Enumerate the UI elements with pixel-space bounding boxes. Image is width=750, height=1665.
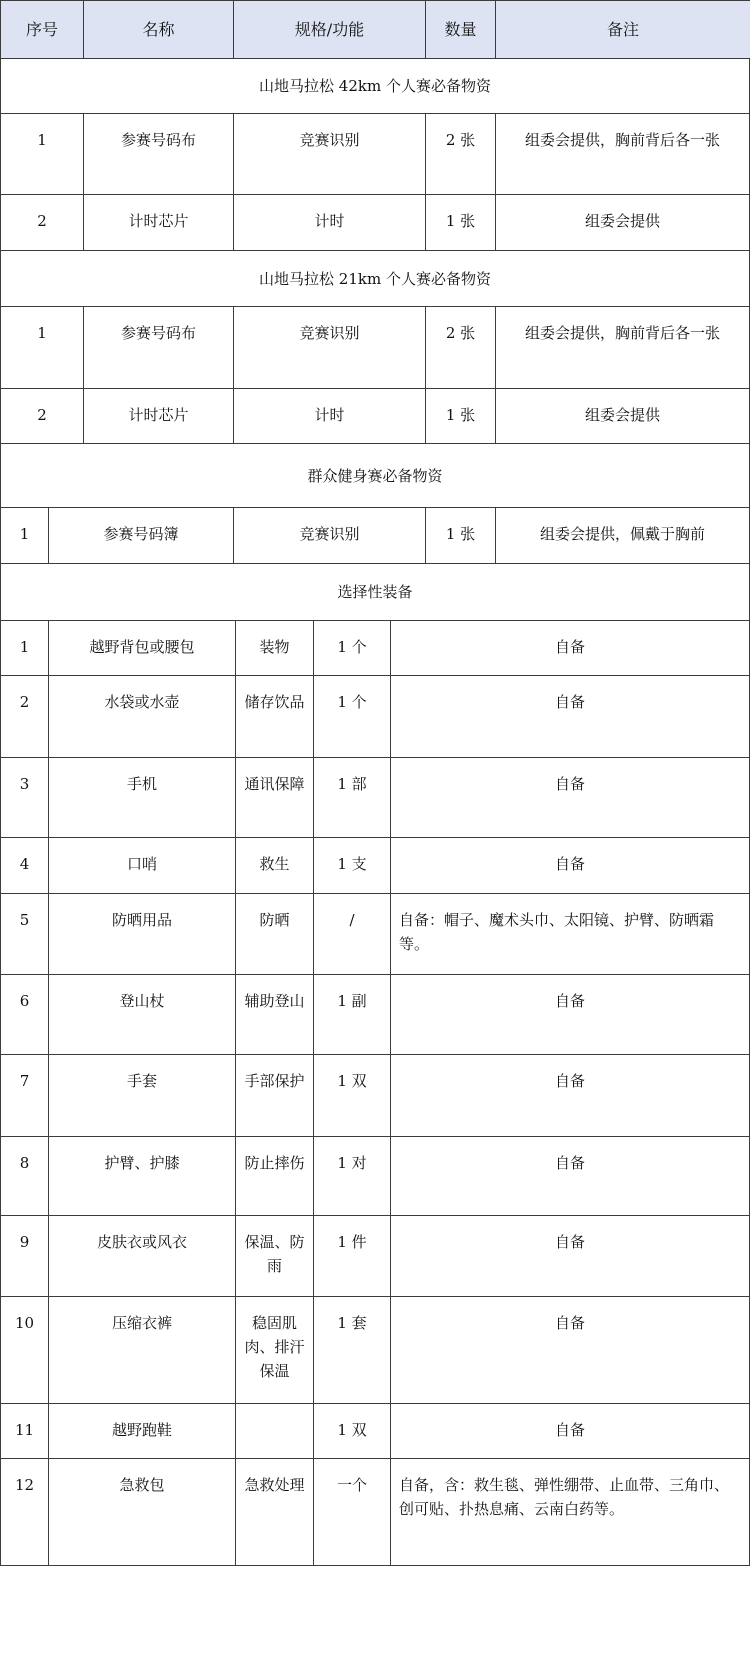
qty-cell (313, 1296, 391, 1404)
seq-cell-text: 10 (14, 1314, 35, 1332)
qty-cell-text: 1 副 (337, 992, 367, 1010)
spec-cell (235, 974, 314, 1055)
seq-cell-text: 2 (19, 693, 30, 711)
spec-cell-text: 手部保护 (244, 1072, 305, 1090)
name-cell-text: 压缩衣裤 (111, 1314, 172, 1332)
name-cell (83, 194, 234, 251)
name-cell (83, 113, 234, 195)
spec-cell-text: 保温、防雨 (244, 1233, 305, 1275)
seq-cell-text: 3 (19, 775, 30, 793)
qty-cell-text: 1 部 (337, 775, 367, 793)
spec-cell (235, 893, 314, 975)
remark-cell (495, 306, 750, 389)
spec-cell-text: 稳固肌肉、排汗保温 (244, 1314, 305, 1380)
spec-cell-text: 竞赛识别 (299, 324, 360, 342)
seq-cell-text: 2 (37, 406, 47, 424)
header-qty-cell (425, 0, 496, 59)
section-title (0, 563, 750, 621)
remark-cell (390, 757, 750, 838)
seq-cell (0, 388, 84, 444)
name-cell (48, 893, 236, 975)
qty-cell (313, 1054, 391, 1137)
spec-cell-text: 竞赛识别 (299, 131, 360, 149)
remark-cell (390, 1136, 750, 1216)
qty-cell-text: 1 张 (445, 406, 476, 424)
remark-cell (495, 507, 750, 564)
name-cell (48, 1136, 236, 1216)
seq-cell (0, 507, 49, 564)
remark-cell-text: 自备 (554, 992, 585, 1010)
section-title (0, 443, 750, 508)
spec-cell (233, 388, 426, 444)
remark-cell-text: 自备，含：救生毯、弹性绷带、止血带、三角巾、创可贴、扑热息痛、云南白药等。 (399, 1476, 730, 1518)
header-remark-cell (495, 0, 750, 59)
seq-cell-text: 9 (19, 1233, 30, 1251)
qty-cell (313, 837, 391, 894)
seq-cell (0, 1054, 49, 1137)
seq-cell (0, 194, 84, 251)
qty-cell-text: 一个 (336, 1476, 367, 1494)
seq-cell-text: 11 (14, 1421, 35, 1439)
name-cell-text: 急救包 (119, 1476, 165, 1494)
remark-cell-text: 自备 (554, 638, 585, 656)
qty-cell (313, 974, 391, 1055)
name-cell-text: 越野跑鞋 (111, 1421, 172, 1439)
spec-cell-text: 竞赛识别 (299, 525, 360, 543)
seq-cell (0, 757, 49, 838)
seq-cell-text: 2 (37, 212, 47, 230)
name-cell-text: 参赛号码簿 (103, 525, 179, 543)
spec-cell-text: 计时 (314, 406, 345, 424)
section-title-text: 山地马拉松 42km 个人赛必备物资 (259, 77, 491, 95)
remark-cell (390, 1296, 750, 1404)
section-title (0, 58, 750, 114)
name-cell (48, 837, 236, 894)
spec-cell (235, 1054, 314, 1137)
seq-cell-text: 1 (37, 131, 47, 149)
qty-cell (425, 194, 496, 251)
spec-cell (235, 757, 314, 838)
name-cell-text: 皮肤衣或风衣 (96, 1233, 187, 1251)
section-title (0, 250, 750, 307)
remark-cell (495, 113, 750, 195)
seq-cell (0, 1458, 49, 1566)
qty-cell (313, 757, 391, 838)
name-cell-text: 手机 (126, 775, 157, 793)
seq-cell (0, 1403, 49, 1459)
spec-cell (235, 620, 314, 676)
qty-cell-text: 1 张 (445, 525, 476, 543)
name-cell-text: 计时芯片 (128, 212, 189, 230)
header-spec-cell-text: 规格/功能 (294, 19, 365, 39)
qty-cell-text: 1 件 (337, 1233, 367, 1251)
seq-cell (0, 113, 84, 195)
remark-cell (390, 1458, 750, 1566)
spec-cell-text: 防止摔伤 (244, 1154, 305, 1172)
seq-cell (0, 837, 49, 894)
name-cell (48, 675, 236, 758)
seq-cell (0, 1136, 49, 1216)
remark-cell (390, 620, 750, 676)
remark-cell (390, 893, 750, 975)
spec-cell-text: 辅助登山 (244, 992, 305, 1010)
header-seq-cell-text: 序号 (25, 19, 58, 39)
spec-cell (235, 1458, 314, 1566)
seq-cell (0, 974, 49, 1055)
header-seq-cell (0, 0, 84, 59)
name-cell (48, 507, 234, 564)
qty-cell-text: 2 张 (445, 324, 476, 342)
qty-cell (313, 1458, 391, 1566)
remark-cell-text: 自备：帽子、魔术头巾、太阳镜、护臂、防晒霜等。 (399, 911, 715, 953)
remark-cell-text: 自备 (554, 855, 585, 873)
spec-cell (233, 113, 426, 195)
remark-cell-text: 自备 (554, 1314, 585, 1332)
name-cell-text: 护臂、护膝 (104, 1154, 180, 1172)
seq-cell-text: 1 (19, 525, 30, 543)
header-spec-cell (233, 0, 426, 59)
remark-cell-text: 自备 (554, 1154, 585, 1172)
qty-cell-text: 1 个 (337, 638, 367, 656)
name-cell (48, 974, 236, 1055)
spec-cell-text: 急救处理 (244, 1476, 305, 1494)
qty-cell (313, 1136, 391, 1216)
seq-cell-text: 4 (19, 855, 30, 873)
qty-cell-text: 1 对 (337, 1154, 367, 1172)
spec-cell (235, 837, 314, 894)
spec-cell (235, 1215, 314, 1297)
header-remark-cell-text: 备注 (606, 19, 639, 39)
seq-cell-text: 5 (19, 911, 30, 929)
qty-cell (313, 1215, 391, 1297)
remark-cell-text: 组委会提供，胸前背后各一张 (524, 324, 720, 342)
header-qty-cell-text: 数量 (444, 19, 477, 39)
seq-cell-text: 7 (19, 1072, 30, 1090)
qty-cell (425, 306, 496, 389)
remark-cell (390, 675, 750, 758)
qty-cell-text: 1 双 (337, 1072, 367, 1090)
seq-cell (0, 1296, 49, 1404)
name-cell (83, 388, 234, 444)
remark-cell-text: 自备 (554, 693, 585, 711)
remark-cell (495, 194, 750, 251)
seq-cell (0, 893, 49, 975)
seq-cell (0, 1215, 49, 1297)
remark-cell-text: 组委会提供，佩戴于胸前 (539, 525, 705, 543)
spec-cell (235, 1296, 314, 1404)
section-title-text: 群众健身赛必备物资 (307, 466, 443, 485)
spec-cell-text: 通讯保障 (244, 775, 305, 793)
qty-cell (313, 675, 391, 758)
seq-cell (0, 620, 49, 676)
name-cell-text: 参赛号码布 (120, 324, 196, 342)
name-cell (48, 1054, 236, 1137)
qty-cell (425, 507, 496, 564)
spec-cell-text: 防晒 (259, 911, 290, 929)
seq-cell-text: 12 (14, 1476, 35, 1494)
spec-cell-text: 计时 (314, 212, 345, 230)
remark-cell (390, 1215, 750, 1297)
name-cell (48, 1458, 236, 1566)
name-cell (48, 757, 236, 838)
remark-cell-text: 自备 (554, 775, 585, 793)
remark-cell-text: 自备 (554, 1233, 585, 1251)
qty-cell (425, 113, 496, 195)
name-cell (83, 306, 234, 389)
name-cell-text: 计时芯片 (128, 406, 189, 424)
name-cell (48, 1296, 236, 1404)
name-cell-text: 登山杖 (119, 992, 165, 1010)
spec-cell-text: 装物 (259, 638, 290, 656)
spec-cell (233, 507, 426, 564)
name-cell-text: 越野背包或腰包 (89, 638, 195, 656)
remark-cell-text: 组委会提供 (584, 406, 660, 424)
remark-cell (390, 1054, 750, 1137)
qty-cell (313, 1403, 391, 1459)
qty-cell-text: 1 支 (337, 855, 367, 873)
seq-cell-text: 6 (19, 992, 30, 1010)
qty-cell-text: 1 套 (337, 1314, 367, 1332)
seq-cell-text: 1 (37, 324, 47, 342)
spec-cell (235, 675, 314, 758)
qty-cell-text: 2 张 (445, 131, 476, 149)
remark-cell (390, 1403, 750, 1459)
name-cell-text: 参赛号码布 (120, 131, 196, 149)
qty-cell-text: 1 双 (337, 1421, 367, 1439)
seq-cell (0, 675, 49, 758)
section-title-text: 选择性装备 (337, 583, 413, 601)
qty-cell-text: / (349, 911, 355, 929)
header-name-cell (83, 0, 234, 59)
name-cell (48, 1403, 236, 1459)
remark-cell-text: 组委会提供 (584, 212, 660, 230)
name-cell-text: 手套 (126, 1072, 157, 1090)
remark-cell (390, 974, 750, 1055)
remark-cell (495, 388, 750, 444)
spec-cell (233, 306, 426, 389)
qty-cell-text: 1 个 (337, 693, 367, 711)
name-cell-text: 防晒用品 (111, 911, 172, 929)
qty-cell (425, 388, 496, 444)
spec-cell-text: 储存饮品 (244, 693, 305, 711)
name-cell-text: 口哨 (126, 855, 157, 873)
spec-cell (233, 194, 426, 251)
name-cell-text: 水袋或水壶 (104, 693, 180, 711)
qty-cell (313, 893, 391, 975)
spec-cell-text: 救生 (259, 855, 290, 873)
remark-cell (390, 837, 750, 894)
seq-cell-text: 8 (19, 1154, 30, 1172)
remark-cell-text: 自备 (554, 1421, 585, 1439)
name-cell (48, 620, 236, 676)
remark-cell-text: 自备 (554, 1072, 585, 1090)
seq-cell (0, 306, 84, 389)
spec-cell (235, 1136, 314, 1216)
name-cell (48, 1215, 236, 1297)
section-title-text: 山地马拉松 21km 个人赛必备物资 (259, 269, 491, 288)
spec-cell (235, 1403, 314, 1459)
qty-cell (313, 620, 391, 676)
qty-cell-text: 1 张 (445, 212, 476, 230)
seq-cell-text: 1 (19, 638, 30, 656)
remark-cell-text: 组委会提供，胸前背后各一张 (524, 131, 720, 149)
header-name-cell-text: 名称 (142, 19, 175, 39)
